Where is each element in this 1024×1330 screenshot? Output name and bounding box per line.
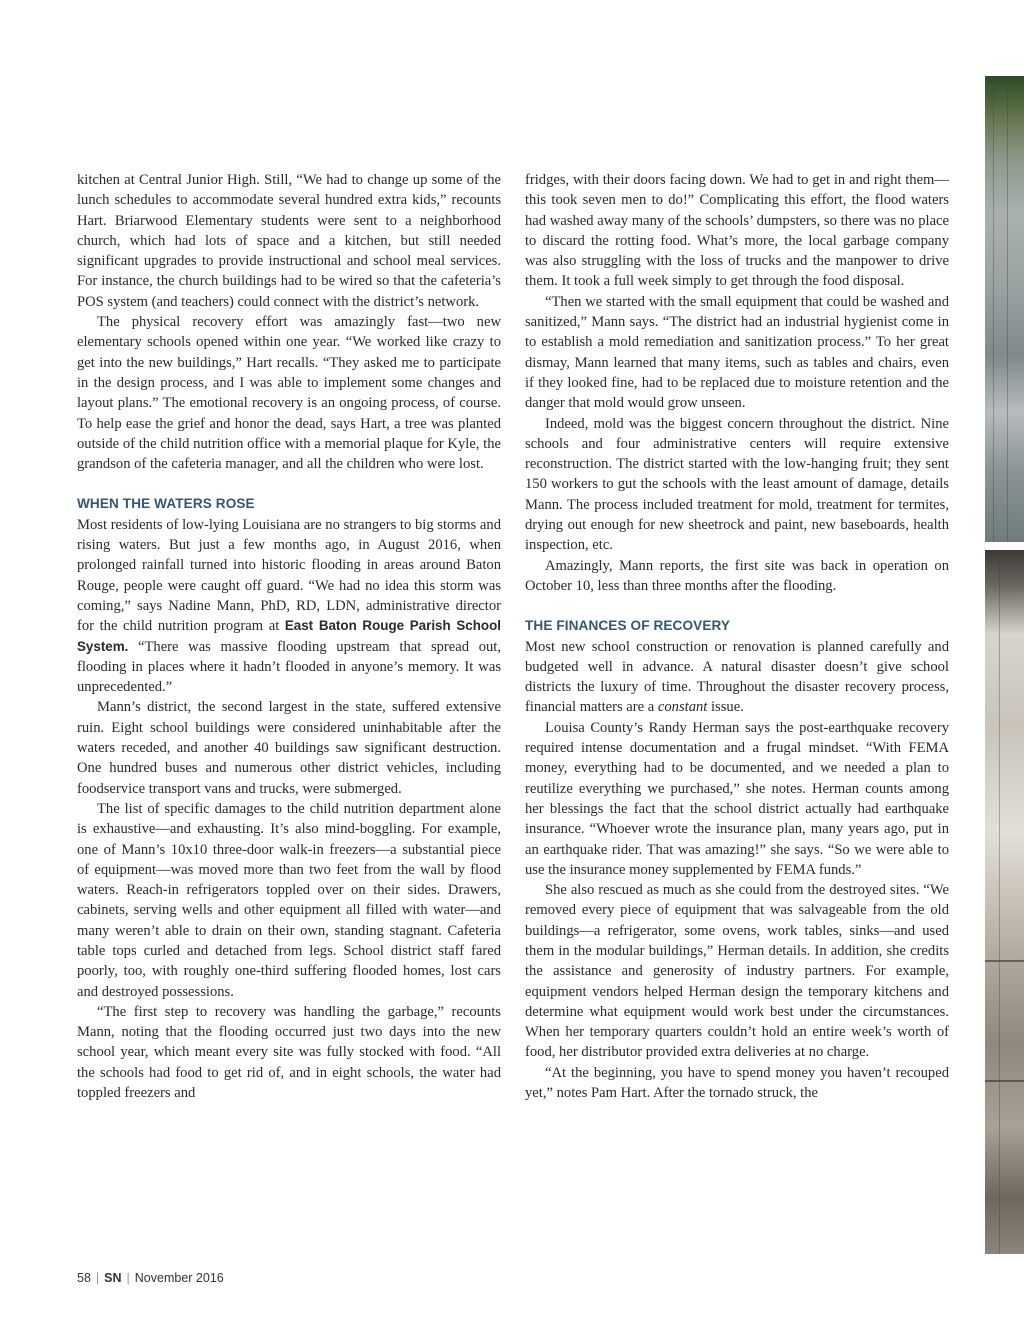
paragraph: Amazingly, Mann reports, the first site was back in operation on October 10, less than three months after the flooding. <box>525 557 949 594</box>
paragraph <box>77 515 501 698</box>
paragraph: She also rescued as much as she could from the destroyed sites. “We removed every piece of equipment that was salvageable from the old buildings—a refrigerator, some ovens, work tables, sinks—and used them in the modular buildings,” Herman details. In addition, she credits the assistance and generosity of industry partners. For example, equipment vendors helped Herman design the temporary kitchens and determine what equipment would work best under the circumstances. When her temporary quarters couldn’t hold an entire week’s worth of food, her distributor provided extra deliveries at no charge. <box>525 882 949 1061</box>
paragraph: fridges, with their doors facing down. We had to get in and right them—this took seven men to do!” Complicating this effort, the flood waters had washed away many of the schools’ dumpsters, so there was no place to discard the rotting food. What’s more, the local garbage company was also struggling with the loss of trucks and the manpower to drive them. It took a full week simply to get through the food disposal. <box>525 172 949 290</box>
text-run: Most residents of low-lying Louisiana are no strangers to big storms and rising waters. But just a few months ago, in August 2016, when prolonged rainfall turned into historic flooding in areas around Baton Rouge, people were caught off guard. “We had no idea this storm was coming,” says Nadine Mann, PhD, RD, LDN, administrative director for the child nutrition program at <box>77 516 501 635</box>
photo-detail <box>993 76 994 542</box>
photo-detail <box>999 550 1000 1254</box>
paragraph: Indeed, mold was the biggest concern throughout the district. Nine schools and four administrative centers will require extensive reconstruction. The district started with the low-hanging fruit; they sent 150 workers to gut the schools with the least amount of damage, details Mann. The process included treatment for mold, treatment for termites, drying out enough for new sheetrock and paint, new baseboards, health inspection, etc. <box>525 415 949 554</box>
left-column <box>77 170 501 1103</box>
paragraph: “Then we started with the small equipment that could be washed and sanitized,” Mann says. “The district had an industrial hygienist come in to establish a mold remediation and sanitization process.” To her great dismay, Mann learned that many items, such as tables and chairs, even if they looked fine, had to be replaced due to moisture retention and the danger that mold would grow unseen. <box>525 293 949 412</box>
page-footer <box>77 1271 224 1285</box>
paragraph: Louisa County’s Randy Herman says the post-earthquake recovery required intense documentation and a frugal mindset. “With FEMA money, everything had to be documented, and we needed a plan to reutilize everything we purchased,” she notes. Herman counts among her blessings the fact that the school district actually had earthquake insurance. “Whoever wrote the insurance plan, many years ago, put in an earthquake rider. That was amazing!” she says. “So we were able to use the insurance money supplemented by FEMA funds.” <box>525 719 949 878</box>
text-run: “There was massive flooding upstream that spread out, flooding in places where it hadn’t flooded in anyone’s memory. It was unprecedented.” <box>77 638 501 696</box>
magazine-name: SN <box>104 1271 122 1285</box>
flood-photo-bottom <box>985 550 1024 1254</box>
text-run: Most new school construction or renovation is planned carefully and budgeted well in advance. A natural disaster doesn’t give school districts the luxury of time. Throughout the disaster recovery process, financial matters are a <box>525 638 949 716</box>
section-heading-waters-rose: WHEN THE WATERS ROSE <box>77 496 255 512</box>
page-number: 58 <box>77 1271 91 1285</box>
footer-separator: | <box>95 1271 100 1285</box>
emphasis: constant <box>657 699 708 716</box>
organization-name: East Baton Rouge Parish School System. <box>77 618 501 654</box>
issue-date: November 2016 <box>134 1271 224 1285</box>
paragraph: “The first step to recovery was handling the garbage,” recounts Mann, noting that the flooding occurred just two days into the new school year, which meant every site was fully stocked with food. “All the schools had food to get rid of, and in eight schools, the water had toppled freezers and <box>77 1003 501 1102</box>
paragraph: The list of specific damages to the child nutrition department alone is exhaustive—and exhausting. It’s also mind-boggling. For example, one of Mann’s 10x10 three-door walk-in freezers—a substantial piece of equipment—was moved more than two feet from the wall by flood waters. Reach-in refrigerators toppled over on their sides. Drawers, cabinets, serving wells and other equipment all filled with water—and many weren’t able to drain on their own, standing stagnant. Cafeteria table tops curled and detached from legs. School district staff fared poorly, too, with roughly one-third suffering flooded homes, lost cars and destroyed possessions. <box>77 800 501 1000</box>
paragraph: “At the beginning, you have to spend money you haven’t recouped yet,” notes Pam Hart. After the tornado struck, the <box>525 1064 949 1102</box>
paragraph: kitchen at Central Junior High. Still, “We had to change up some of the lunch schedules to accommodate several hundred extra kids,” recounts Hart. Briarwood Elementary students were sent to a neighborhood church, which had lots of space and a kitchen, but still needed significant upgrades to provide instructional and school meal services. For instance, the church buildings had to be wired so that the cafeteria’s POS system (and teachers) could connect with the district’s network. <box>77 172 501 310</box>
section-heading-finances: THE FINANCES OF RECOVERY <box>525 618 731 634</box>
paragraph <box>525 637 949 718</box>
photo-detail <box>985 1080 1024 1082</box>
right-column <box>525 170 949 1103</box>
footer-separator: | <box>126 1271 130 1285</box>
photo-detail <box>1007 76 1008 542</box>
text-run: issue. <box>707 699 744 716</box>
photo-detail <box>985 960 1024 962</box>
flood-photo-top <box>985 76 1024 542</box>
paragraph: The physical recovery effort was amazingly fast—two new elementary schools opened within one year. “We worked like crazy to get into the new buildings,” Hart recalls. “They asked me to participate in the design process, and I was able to implement some changes and layout plans.” The emotional recovery is an ongoing process, of course. To help ease the grief and honor the dead, says Hart, a tree was planted outside of the child nutrition office with a memorial plaque for Kyle, the grandson of the cafeteria manager, and all the children who were lost. <box>77 314 501 473</box>
paragraph: Mann’s district, the second largest in the state, suffered extensive ruin. Eight school buildings were considered uninhabitable after the waters receded, and another 40 buildings saw significant destruction. One hundred buses and numerous other district vehicles, including foodservice transport vans and trucks, were submerged. <box>77 699 501 797</box>
